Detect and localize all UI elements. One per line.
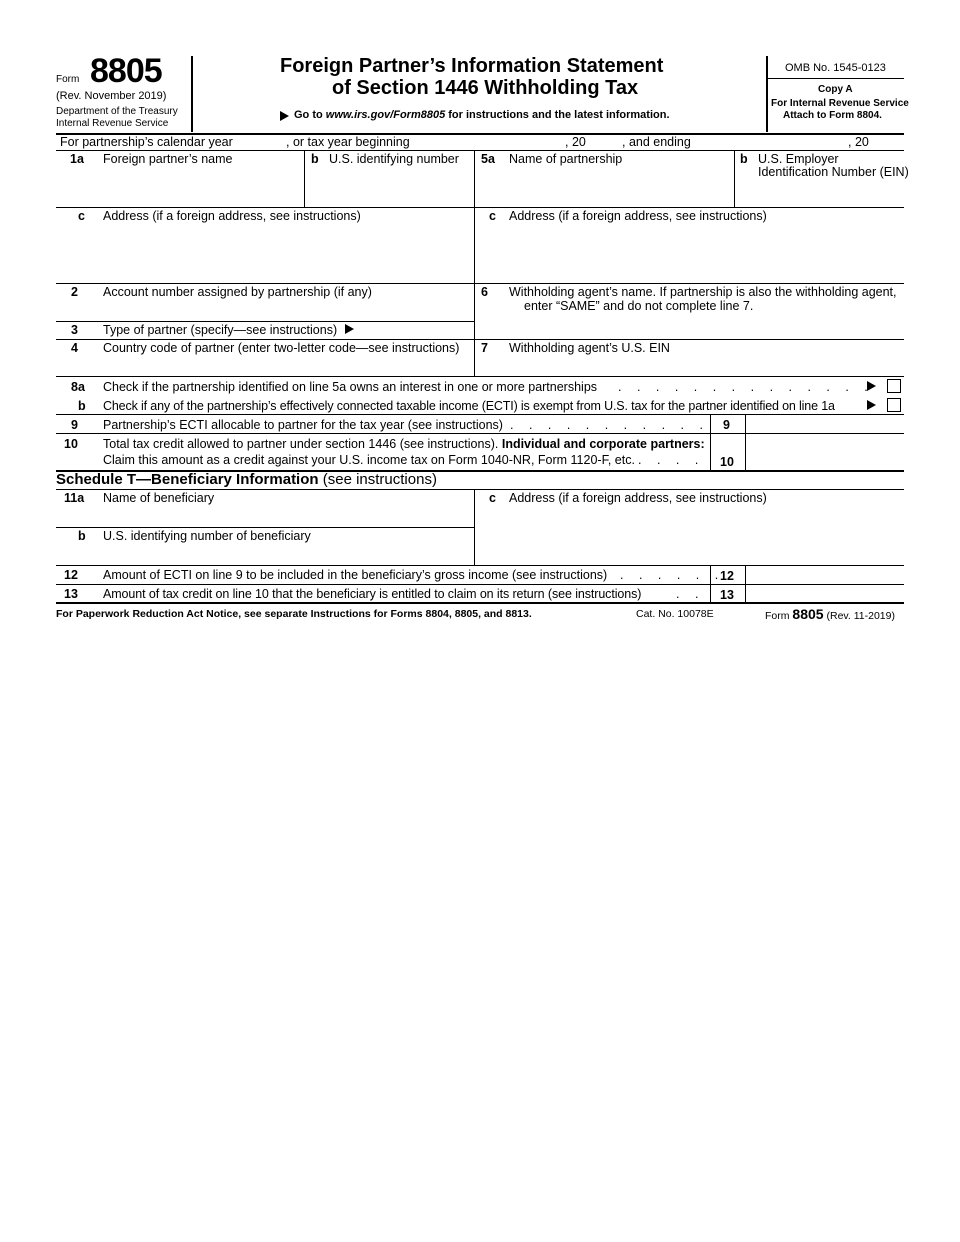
line-9-box-label: 9 bbox=[723, 418, 730, 432]
line-3-number: 3 bbox=[71, 323, 78, 337]
account-number-field[interactable] bbox=[57, 300, 473, 320]
line-11a-number: 11a bbox=[64, 491, 85, 505]
rule-after-12 bbox=[56, 584, 904, 585]
rule-after-11a bbox=[56, 527, 474, 528]
copy-for: For Internal Revenue Service bbox=[771, 98, 909, 109]
tax-year-beginning-label: , or tax year beginning bbox=[286, 135, 410, 149]
line-5c-number: c bbox=[489, 209, 496, 223]
omb-number: OMB No. 1545-0123 bbox=[785, 62, 886, 74]
rule-after-1a bbox=[56, 207, 904, 208]
partnership-ein-field[interactable] bbox=[736, 180, 903, 206]
partner-type-field[interactable] bbox=[358, 323, 472, 338]
line-1c-number: c bbox=[78, 209, 85, 223]
rule-after-1c bbox=[56, 283, 904, 284]
line-12-label: Amount of ECTI on line 9 to be included in the beneficiary’s gross income (see instructions) bbox=[103, 568, 608, 582]
divider-1a-1b bbox=[304, 150, 305, 207]
tax-credit-field[interactable] bbox=[747, 435, 903, 469]
line-11a-label: Name of beneficiary bbox=[103, 491, 215, 505]
line-11b-number: b bbox=[78, 529, 86, 543]
calendar-year-label: For partnership’s calendar year bbox=[60, 135, 233, 149]
irs-link[interactable]: www.irs.gov/Form8805 bbox=[325, 109, 446, 121]
line-8a-checkbox[interactable] bbox=[887, 379, 901, 393]
line-10-box-label: 10 bbox=[720, 455, 734, 469]
line-8a-arrow-icon bbox=[867, 381, 876, 391]
line-11c-number: c bbox=[489, 491, 496, 505]
beneficiary-ecti-field[interactable] bbox=[747, 567, 903, 583]
rule-after-11b bbox=[56, 565, 904, 566]
line-8b-checkbox[interactable] bbox=[887, 398, 901, 412]
goto-instructions: Go to www.irs.gov/Form8805 for instructions and the latest information. bbox=[294, 109, 670, 121]
catalog-number: Cat. No. 10078E bbox=[636, 608, 714, 620]
beneficiary-address-field[interactable] bbox=[476, 506, 903, 564]
line-10-number: 10 bbox=[64, 437, 78, 451]
line-10-label-2: Claim this amount as a credit against your U.S. income tax on Form 1040-NR, Form 1120-F, etc. bbox=[103, 453, 635, 467]
line-12-number: 12 bbox=[64, 568, 78, 582]
foreign-partner-name-field[interactable] bbox=[57, 168, 303, 206]
withholding-agent-name-field[interactable] bbox=[476, 314, 903, 338]
form-number: 8805 bbox=[90, 52, 162, 90]
line-6-label-2: enter “SAME” and do not complete line 7. bbox=[524, 299, 754, 313]
line-12-box-label: 12 bbox=[720, 569, 734, 583]
ending-date-field[interactable] bbox=[698, 135, 846, 149]
beneficiary-name-field[interactable] bbox=[57, 506, 473, 526]
line-13-leader: . . bbox=[676, 587, 705, 601]
line-5c-label: Address (if a foreign address, see instructions) bbox=[509, 209, 767, 223]
partner-us-id-field[interactable] bbox=[306, 168, 473, 206]
line-6-label-1: Withholding agent’s name. If partnership is also the withholding agent, bbox=[509, 285, 897, 299]
line-8b-arrow-icon bbox=[867, 400, 876, 410]
partnership-name-field[interactable] bbox=[476, 168, 733, 206]
line-9-label: Partnership’s ECTI allocable to partner for the tax year (see instructions) bbox=[103, 418, 503, 432]
comma-20-b: , 20 bbox=[848, 135, 869, 149]
line-3-label: Type of partner (specify—see instructions) bbox=[103, 323, 338, 337]
footer-rule bbox=[56, 602, 904, 604]
irs-label: Internal Revenue Service bbox=[56, 118, 169, 129]
header-divider-left bbox=[191, 56, 193, 132]
line-7-label: Withholding agent’s U.S. EIN bbox=[509, 341, 670, 355]
taxyear-rule bbox=[56, 150, 904, 151]
header-divider-right bbox=[766, 56, 768, 132]
line-2-label: Account number assigned by partnership (if any) bbox=[103, 285, 372, 299]
line-1a-label: Foreign partner’s name bbox=[103, 152, 233, 166]
rule-after-2 bbox=[56, 321, 474, 322]
line-13-box-label: 13 bbox=[720, 588, 734, 602]
schedule-t-title: Schedule T—Beneficiary Information (see instructions) bbox=[56, 471, 437, 488]
line-8a-number: 8a bbox=[71, 380, 85, 394]
box-col-right-9-10 bbox=[745, 414, 746, 470]
line-6-number: 6 bbox=[481, 285, 488, 299]
line-8a-label: Check if the partnership identified on line 5a owns an interest in one or more partnerships bbox=[103, 380, 598, 394]
beginning-date-field[interactable] bbox=[412, 135, 562, 149]
calendar-year-field[interactable] bbox=[238, 135, 284, 149]
line-9-leader: . . . . . . . . . . . bbox=[510, 418, 709, 432]
ecti-amount-field[interactable] bbox=[747, 416, 903, 432]
form-title-line2: of Section 1446 Withholding Tax bbox=[332, 77, 639, 99]
line-7-number: 7 bbox=[481, 341, 488, 355]
line-1b-label: U.S. identifying number bbox=[329, 152, 459, 166]
line-12-leader: . . . . . . bbox=[620, 568, 725, 582]
line-5a-label: Name of partnership bbox=[509, 152, 623, 166]
country-code-field[interactable] bbox=[57, 357, 473, 375]
divider-5a-5b bbox=[734, 150, 735, 207]
line-5b-label-1: U.S. Employer bbox=[758, 152, 839, 166]
form-title-line1: Foreign Partner’s Information Statement bbox=[280, 55, 664, 77]
rule-after-3 bbox=[56, 339, 904, 340]
line-13-number: 13 bbox=[64, 587, 78, 601]
line-4-label: Country code of partner (enter two-letter code—see instructions) bbox=[103, 341, 460, 355]
department: Department of the Treasury bbox=[56, 106, 178, 117]
schedule-center-divider bbox=[474, 489, 475, 565]
partner-address-field[interactable] bbox=[57, 226, 473, 282]
line-10-label-1: Total tax credit allowed to partner under section 1446 (see instructions). Individual and corporate partners: bbox=[103, 437, 705, 451]
partnership-address-field[interactable] bbox=[476, 226, 903, 282]
line-1b-number: b bbox=[311, 152, 319, 166]
goto-arrow-icon bbox=[280, 111, 289, 121]
line-8b-label: Check if any of the partnership’s effectively connected taxable income (ECTI) is exempt from U.S. tax for the partner identified on line 1a bbox=[103, 399, 835, 413]
line-5a-number: 5a bbox=[481, 152, 495, 166]
line-1c-label: Address (if a foreign address, see instructions) bbox=[103, 209, 361, 223]
line-11c-label: Address (if a foreign address, see instructions) bbox=[509, 491, 767, 505]
line-9-number: 9 bbox=[71, 418, 78, 432]
form-word: Form bbox=[56, 74, 80, 85]
attach-note: Attach to Form 8804. bbox=[783, 110, 882, 121]
beneficiary-us-id-field[interactable] bbox=[57, 545, 473, 564]
paperwork-notice: For Paperwork Reduction Act Notice, see separate Instructions for Forms 8804, 8805, and 8813. bbox=[56, 608, 532, 620]
box-col-left-9-10 bbox=[710, 414, 711, 470]
copy-a: Copy A bbox=[818, 84, 853, 95]
center-divider bbox=[474, 150, 475, 376]
rule-after-4 bbox=[56, 376, 904, 377]
line-8b-number: b bbox=[78, 399, 86, 413]
line-3-arrow-icon bbox=[345, 324, 354, 334]
line-5b-label-2: Identification Number (EIN) bbox=[758, 165, 909, 179]
rule-after-9 bbox=[56, 433, 904, 434]
beginning-year-field[interactable] bbox=[592, 135, 618, 149]
line-11b-label: U.S. identifying number of beneficiary bbox=[103, 529, 311, 543]
line-5b-number: b bbox=[740, 152, 748, 166]
footer-form-id: Form 8805 (Rev. 11-2019) bbox=[765, 606, 895, 622]
line-13-label: Amount of tax credit on line 10 that the beneficiary is entitled to claim on its return (see instructions) bbox=[103, 587, 642, 601]
omb-divider bbox=[767, 78, 904, 79]
comma-20-a: , 20 bbox=[565, 135, 586, 149]
line-4-number: 4 bbox=[71, 341, 78, 355]
line-8a-leader: . . . . . . . . . . . . . . bbox=[618, 380, 874, 394]
and-ending-label: , and ending bbox=[622, 135, 691, 149]
line-10-leader: . . . . bbox=[638, 453, 705, 467]
line-1a-number: 1a bbox=[70, 152, 84, 166]
line-2-number: 2 bbox=[71, 285, 78, 299]
withholding-agent-ein-field[interactable] bbox=[476, 357, 903, 375]
rule-after-8b bbox=[56, 414, 904, 415]
beneficiary-credit-field[interactable] bbox=[747, 586, 903, 601]
form-revision: (Rev. November 2019) bbox=[56, 90, 167, 102]
rule-after-schedule-title bbox=[56, 489, 904, 490]
